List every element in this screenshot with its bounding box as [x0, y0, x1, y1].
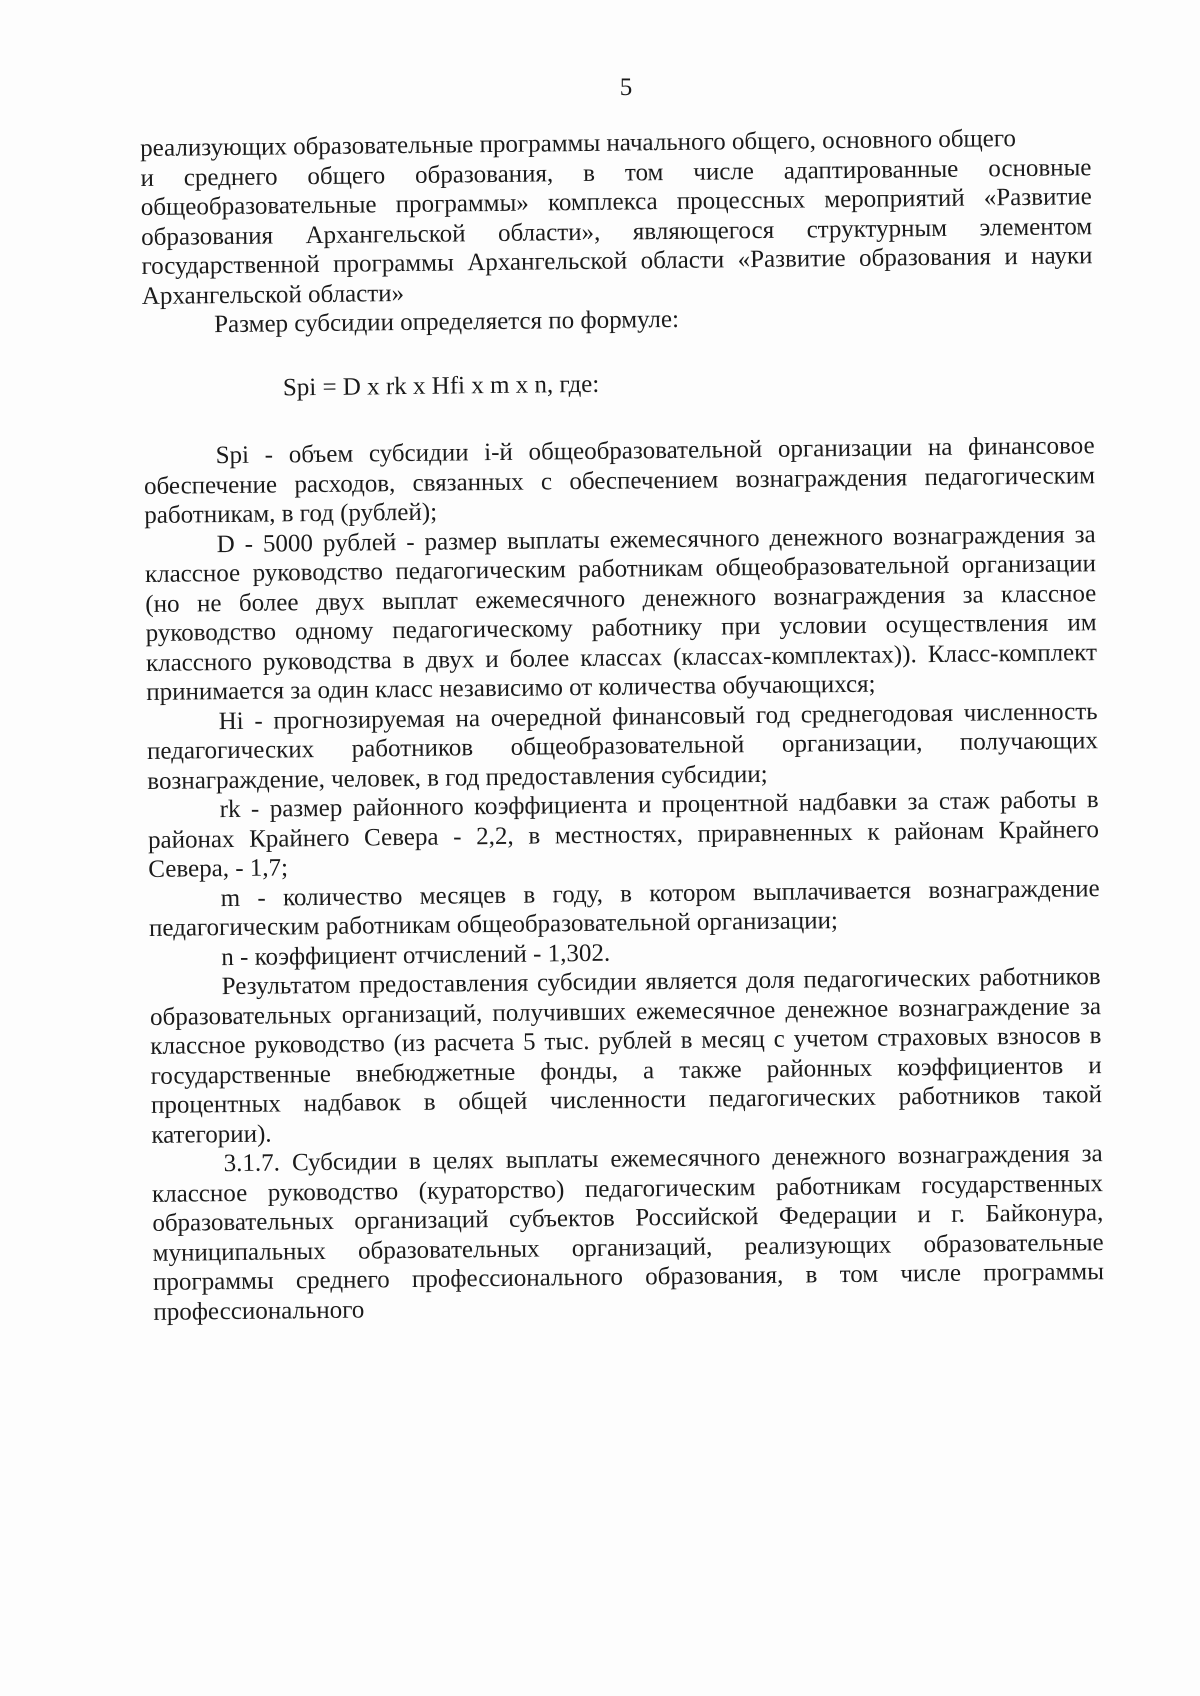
- definition-hi: Hi - прогнозируемая на очередной финансовый год среднегодовая численность педагогических работников общеобразовательной организации, получающих вознаграждение, человек, в год предоставления субсидии;: [146, 697, 1099, 795]
- formula: Spi = D x rk x Hfi x m x n, где:: [282, 370, 600, 401]
- definition-n: n - коэффициент отчислений - 1,302.: [221, 939, 611, 971]
- paragraph-result: Результатом предоставления субсидии является доля педагогических работников образовательных организаций, получивших ежемесячное денежное вознаграждение за классное руководство (из расчета 5 тыс. рублей в месяц с учетом страховых взносов в государственные внебюджетные фонды, а также районных коэффициентов и процентных надбавок в общей численности педагогических работников такой категории).: [149, 963, 1103, 1149]
- section-3-1-7: 3.1.7. Субсидии в целях выплаты ежемесячного денежного вознаграждения за классное руководство (кураторство) педагогическим работникам государственных образовательных организаций субъектов Российской Федерации и г. Байконура, муниципальных образовательных организаций, реализующих образовательные программы среднего профессионального образования, в том числе программы профессионального: [151, 1140, 1105, 1326]
- definition-m: m - количество месяцев в году, в котором выплачивается вознаграждение педагогическим работникам общеобразовательной организации;: [148, 874, 1100, 942]
- paragraph-formula-intro: Размер субсидии определяется по формуле:: [214, 305, 680, 339]
- document-body: [140, 123, 1104, 1327]
- paragraph-continuation: реализующих образовательные программы начального общего, основного общего: [140, 125, 1017, 162]
- page-number: 5: [619, 74, 633, 101]
- paragraph-program-description: и среднего общего образования, в том числе адаптированные основные общеобразовательные программы» комплекса процессных мероприятий «Развитие образования Архангельской области», являющегося структурным элементом государственной программы Архангельской области «Развитие образования и науки Архангельской области»: [140, 153, 1093, 310]
- definition-d: D - 5000 рублей - размер выплаты ежемесячного денежного вознаграждения за классное руководство педагогическим работникам общеобразовательной организации (но не более двух выплат ежемесячного денежного вознаграждения за классное руководство одному педагогическому работнику при условии осуществления им классного руководства в двух и более классах (классах-комплектах)). Класс-комплект принимается за один класс независимо от количества обучающихся;: [144, 520, 1098, 706]
- definition-rk: rk - размер районного коэффициента и процентной надбавки за стаж работы в районах Крайнего Севера - 2,2, в местностях, приравненных к районам Крайнего Севера, - 1,7;: [147, 786, 1100, 883]
- definition-spi: Spi - объем субсидии i-й общеобразовательной организации на финансовое обеспечение расходов, связанных с обеспечением вознаграждения педагогическим работникам, в год (рублей);: [143, 432, 1096, 529]
